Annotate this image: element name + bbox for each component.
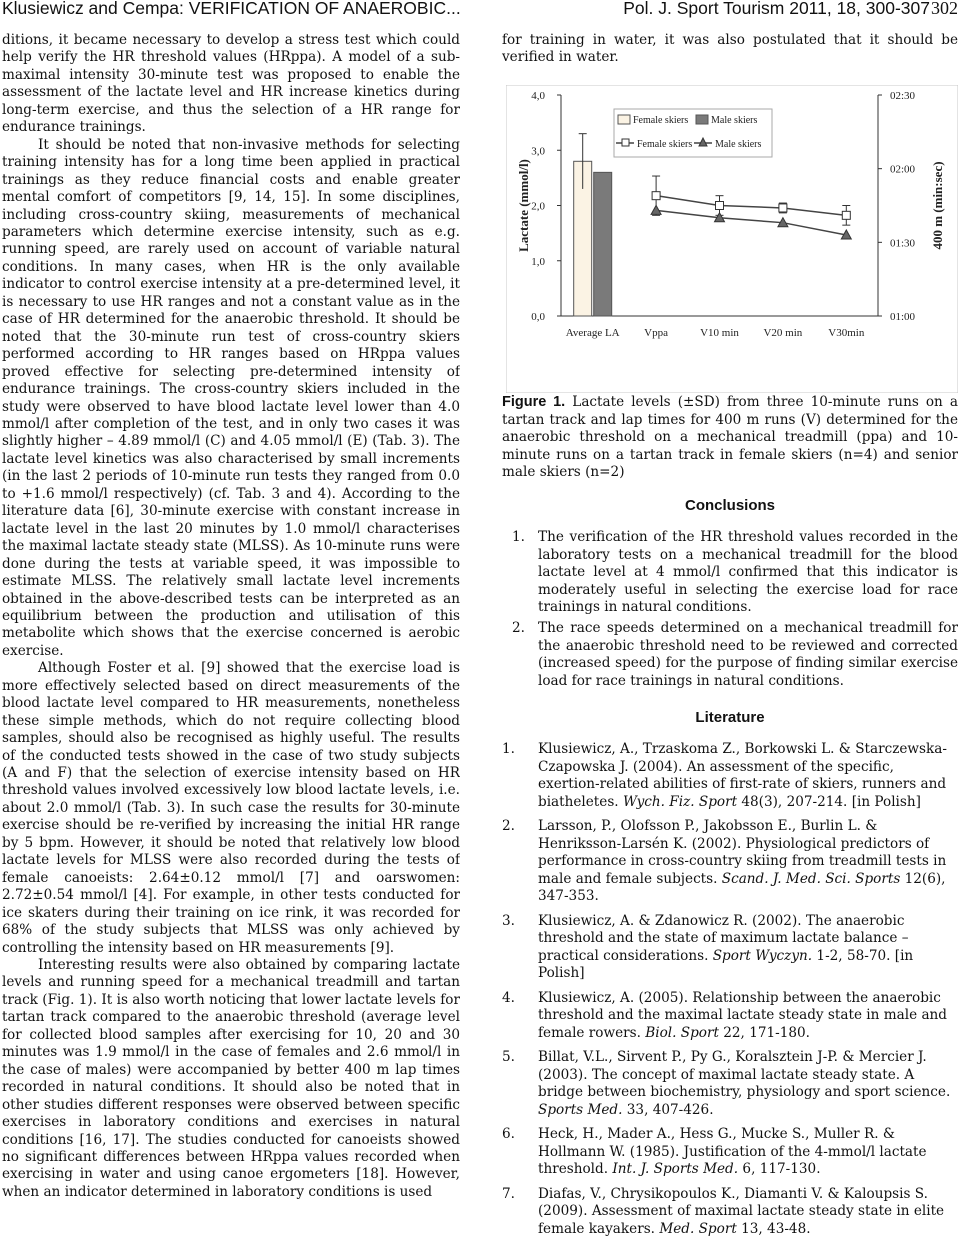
point-square [716, 202, 724, 210]
legend-swatch-male-bar [696, 115, 708, 124]
y-tick-label: 1,0 [531, 255, 545, 268]
continued-text: for training in water, it was also postulated that it should be verified in water. [502, 32, 958, 66]
x-tick-label: Average LA [565, 327, 620, 339]
y2-tick-label: 01:30 [890, 237, 916, 250]
reference-item: 3. Klusiewicz, A. & Zdanowicz R. (2002). The anaerobic threshold and the state of maximum lactate balance – practical considerations. Sport Wyczyn. 1-2, 58-70. [in Polish] [502, 912, 914, 981]
conclusion-item: 2. The race speeds determined on a mechanical treadmill for the anaerobic threshold need to be reviewed and corrected (increased speed) for the purpose of finding similar exercise load for race trainings in natural conditions. [512, 619, 958, 689]
x-tick-label: V20 min [763, 327, 803, 339]
left-column [2, 32, 460, 1199]
legend-label: Female skiers [637, 139, 693, 150]
legend-label: Female skiers [633, 115, 689, 126]
x-tick-label: V10 min [700, 327, 739, 339]
y2-axis-title: 400 m (min:sec) [930, 161, 945, 250]
legend-swatch-female-bar [618, 115, 630, 124]
figure-caption [502, 394, 958, 482]
reference-item: 2. Larsson, P., Olofsson P., Jakobsson E., Burlin L. & Henriksson-Larsén K. (2002). Physiological predictors of performance in cross-country skiing from treadmill tests in male and female subjects. Scand. J. Med. Sci. Sports 12(6), 347-353. [502, 818, 947, 904]
y-tick-label: 4,0 [531, 90, 545, 102]
paragraph-4: Interesting results were also obtained by comparing lactate levels and running speed for a mechanical treadmill and tartan track (Fig. 1). It is also worth noticing that lower lactate levels for tartan track compared to the anaerobic threshold (average level for collected blood samples after exercising for 10, 20 and 30 minutes was 1.9 mmol/l in the case of females and 2.6 mmol/l in the case of males) were accompanied by better 400 m lap times recorded in natural conditions. It should also be noted that in other studies different responses were observed between specific exercises in laboratory conditions and exercises in natural conditions [16, 17]. The studies conducted for canoeists showed no significant differences between HRppa values recorded when exercising in water and using canoe ergometers [18]. However, when an indicator determined in laboratory conditions is used [2, 957, 460, 1199]
x-tick-label: Vppa [644, 327, 669, 339]
reference-item: 5. Billat, V.L., Sirvent P., Py G., Koralsztein J-P. & Mercier J. (2003). The concept of maximal lactate steady state. A bridge between biochemistry, physiology and sport science. Sports Med. 33, 407-426. [502, 1049, 951, 1118]
y2-tick-label: 01:00 [890, 311, 916, 323]
lactate-chart [506, 85, 958, 393]
y-tick-label: 2,0 [531, 200, 545, 213]
figure-caption-text: Lactate levels (±SD) from three 10-minute runs on a tartan track and lap times for 400 m runs (V) determined for the anaerobic threshold on a mechanical treadmill (ppa) and 10-minute runs on a tartan track in female skiers (n=4) and senior male skiers (n=2) [502, 394, 959, 481]
point-square [779, 204, 787, 212]
reference-item: 6. Heck, H., Mader A., Hess G., Mucke S., Muller R. & Hollmann W. (1985). Justification of the 4-mmol/l lactate threshold. Int. J. Sports Med. 6, 117-130. [502, 1126, 927, 1177]
legend-label: Male skiers [715, 139, 762, 150]
reference-item: 1. Klusiewicz, A., Trzaskoma Z., Borkowski L. & Starczewska-Czapowska J. (2004). An assessment of the specific, exertion-related abilities of first-rate of skiers, runners and biatheletes. Wych. Fiz. Sport 48(3), 207-214. [in Polish] [502, 741, 947, 810]
paragraph-1: ditions, it became necessary to develop a stress test which could help verify the HR threshold values (HRppa). A model of a sub-maximal intensity 30-minute test was proposed to enable the assessment of the lactate level and HR increase kinetics during long-term exercise, and thus the selection of a HR range for endurance trainings. [2, 32, 460, 136]
page-header [0, 0, 960, 22]
figure-1 [506, 85, 958, 393]
journal-citation: Pol. J. Sport Tourism 2011, 18, 300-307 [623, 0, 930, 18]
y-tick-label: 3,0 [531, 145, 545, 158]
legend-label: Male skiers [711, 115, 758, 126]
literature-heading: Literature [695, 709, 765, 726]
y2-tick-label: 02:00 [890, 163, 916, 176]
y2-tick-label: 02:30 [890, 90, 916, 102]
conclusions-heading: Conclusions [684, 497, 775, 514]
y-axis-title: Lactate (mmol/l) [516, 159, 531, 252]
point-square [842, 211, 850, 219]
reference-item: 4. Klusiewicz, A. (2005). Relationship between the anaerobic threshold and the maximal lactate steady state in male and female rowers. Biol. Sport 22, 171-180. [502, 989, 948, 1041]
page-number: 302 [931, 0, 958, 18]
x-tick-label: V30min [828, 327, 865, 339]
reference-list [502, 741, 958, 1245]
paragraph-2: It should be noted that non-invasive methods for selecting training intensity has for a long time been applied in practical trainings as they reduce financial costs and enable greater mental comfort of competitors [9, 14, 15]. In some disciplines, including cross-country skiing, measurements of mechanical parameters which determine exercise intensity, such as e.g. running speed, are rarely used on account of variable natural conditions. In many cases, when HR is the only available indicator to control exercise intensity at a pre-determined level, it is necessary to use HR ranges and not a constant value as in the case of HR determined for the anaerobic threshold. It should be noted that the 30-minute run test of cross-country skiers performed according to HR ranges based on HRppa values proved effective for selecting pre-determined intensity of endurance trainings. The cross-country skiers included in the study were observed to have blood lactate level lower than 4.0 mmol/l after completion of the test, and in only two cases it was slightly higher – 4.89 mmol/l (C) and 4.05 mmol/l (E) (Tab. 3). The lactate level kinetics was also characterised by small increments (in the last 2 periods of 10-minute run tests they ranged from 0.0 to +1.6 mmol/l respectively) (cf. Tab. 3 and 4). According to the literature data [6], 30-minute exercise with constant increase in lactate level in the last 20 minutes by 1.0 mmol/l characterises the maximal lactate steady state (MLSS). As 10-minute runs were done during the tests at variable speed, it was impossible to estimate MLSS. The relatively small lactate level increments obtained in the above-described tests can be interpreted as an equilibrium between the production and utilisation of this metabolite which shows that the exercise concerned is aerobic exercise. [2, 136, 460, 659]
y-tick-label: 0,0 [531, 311, 545, 323]
conclusions-list [502, 529, 958, 693]
figure-label: Figure 1. [502, 394, 566, 410]
running-head: Klusiewicz and Cempa: VERIFICATION OF ANAEROBIC... [2, 0, 461, 18]
right-column [502, 32, 959, 1237]
point-square [652, 192, 660, 200]
paragraph-3: Although Foster et al. [9] showed that the exercise load is more effectively selected based on direct measurements of the blood lactate level compared to HR measurements, nonetheless these simple methods, which do not require collecting blood samples, should also be recognised as highly useful. The results of the conducted tests showed in the case of two study subjects (A and F) that the selection of exercise intensity based on HR threshold values involved excessively low blood lactate levels, i.e. about 2.0 mmol/l (Tab. 3). In such case the results for 30-minute exercise should be re-verified by increasing the initial HR range by 5 bpm. However, it should be noted that relatively low blood lactate levels for MLSS were also recorded during the tests of female canoeists: 2.64±0.12 mmol/l [7] and oarswomen: 2.72±0.54 mmol/l [4]. For example, in other tests conducted for ice skaters during their training on ice rink, it was recorded for 68% of the study subjects that MLSS was only achieved by controlling the intensity based on HR measurements [9]. [2, 660, 460, 956]
legend-marker-square [622, 139, 629, 146]
bar-male-skiers [594, 172, 612, 316]
conclusion-item: 1. The verification of the HR threshold values recorded in the laboratory tests on a mechanical treadmill for the blood lactate level at 4 mmol/l confirmed that this indicator is moderately useful in selecting the exercise load for race trainings in natural conditions. [512, 529, 958, 616]
reference-item: 7. Diafas, V., Chrysikopoulos K., Diamanti V. & Kaloupsis S. (2009). Assessment of maximal lactate steady state in elite female kayakers. Med. Sport 13, 43-48. [502, 1185, 945, 1237]
